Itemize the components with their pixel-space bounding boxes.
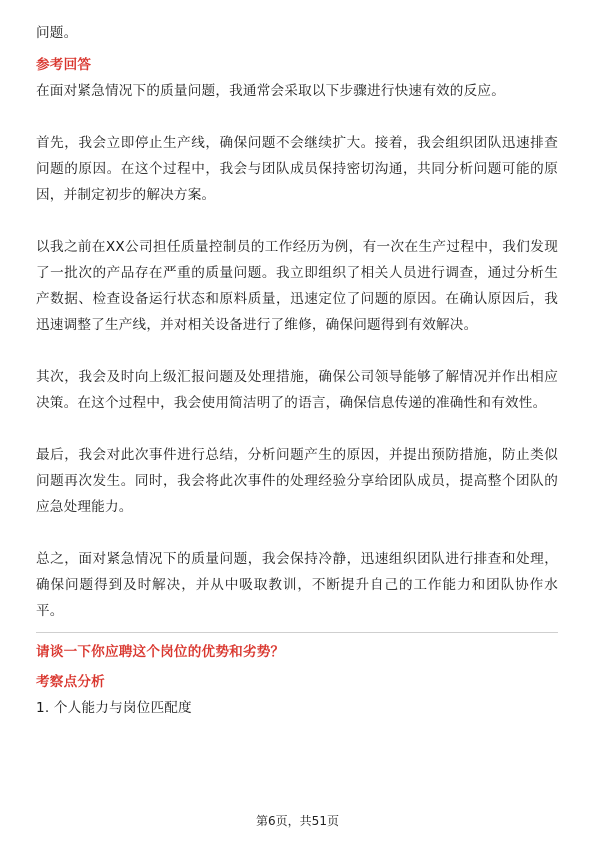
previous-answer-tail: 问题。 [36,25,78,41]
answer-paragraph-5: 总之，面对紧急情况下的质量问题，我会保持冷静，迅速组织团队进行排查和处理，确保问题得到及时解决，并从中吸取教训，不断提升自己的工作能力和团队协作水平。 [36,551,558,619]
page-number: 第6页，共51页 [256,814,339,828]
answer-heading: 参考回答 [36,57,92,73]
answer-paragraph-2: 以我之前在XX公司担任质量控制员的工作经历为例，有一次在生产过程中，我们发现了一批次的产品存在严重的质量问题。我立即组织了相关人员进行调查，通过分析生产数据、检查设备运行状态和原料质量，迅速定位了问题的原因。在确认原因后，我迅速调整了生产线，并对相关设备进行了维修，确保问题得到有效解决。 [36,239,558,333]
document-content [36,20,558,721]
question-heading: 请谈一下你应聘这个岗位的优势和劣势？ [36,644,285,660]
analysis-item-1: 1. 个人能力与岗位匹配度 [36,700,192,716]
answer-paragraph-4: 最后，我会对此次事件进行总结，分析问题产生的原因，并提出预防措施，防止类似问题再次发生。同时，我会将此次事件的处理经验分享给团队成员，提高整个团队的应急处理能力。 [36,447,558,515]
analysis-heading: 考察点分析 [36,674,105,690]
answer-intro: 在面对紧急情况下的质量问题，我通常会采取以下步骤进行快速有效的反应。 [36,83,505,99]
answer-paragraph-3: 其次，我会及时向上级汇报问题及处理措施，确保公司领导能够了解情况并作出相应决策。在这个过程中，我会使用简洁明了的语言，确保信息传递的准确性和有效性。 [36,369,558,411]
answer-paragraph-1: 首先，我会立即停止生产线，确保问题不会继续扩大。接着，我会组织团队迅速排查问题的原因。在这个过程中，我会与团队成员保持密切沟通，共同分析问题可能的原因，并制定初步的解决方案。 [36,135,558,203]
section-divider [36,632,558,633]
